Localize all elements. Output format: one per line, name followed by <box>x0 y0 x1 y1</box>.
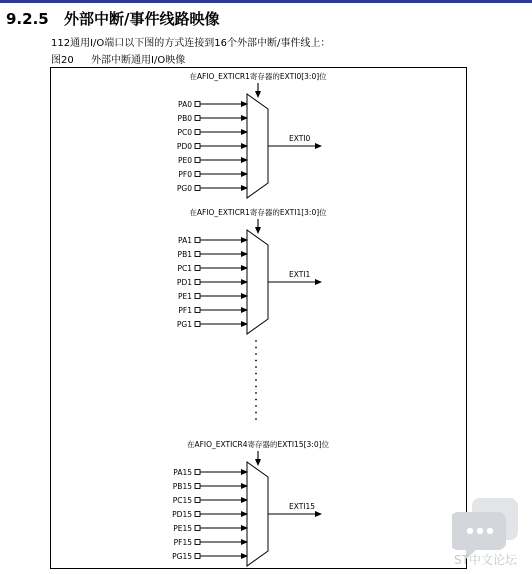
ellipsis-dot <box>255 392 257 394</box>
input-pin-box <box>195 308 200 313</box>
input-pin-label: PF0 <box>178 169 192 179</box>
input-pin-box <box>195 470 200 475</box>
input-pin-box <box>195 484 200 489</box>
input-pin-label: PE15 <box>173 523 192 533</box>
input-pin-label: PG15 <box>172 551 192 561</box>
figure-number: 图20 <box>51 55 74 66</box>
select-register-label: 在AFIO_EXTICR1寄存器的EXTI0[3:0]位 <box>189 72 327 81</box>
ellipsis-dot <box>255 360 257 362</box>
input-pin-label: PB1 <box>177 249 192 259</box>
ellipsis-dot <box>255 418 257 420</box>
input-pin-box <box>195 252 200 257</box>
output-exti-label: EXTI0 <box>289 134 311 143</box>
input-pin-box <box>195 144 200 149</box>
input-pin-label: PC1 <box>177 263 192 273</box>
input-pin-box <box>195 294 200 299</box>
figure-title: 外部中断通用I/O映像 <box>91 55 186 66</box>
ellipsis-dot <box>255 373 257 375</box>
input-pin-box <box>195 526 200 531</box>
input-pin-label: PD15 <box>172 509 192 519</box>
input-pin-box <box>195 102 200 107</box>
input-pin-label: PA0 <box>178 99 192 109</box>
intro-text: 112通用I/O端口以下图的方式连接到16个外部中断/事件线上： <box>51 38 331 49</box>
section-number: 9.2.5 <box>6 10 49 28</box>
input-pin-box <box>195 172 200 177</box>
input-pin-box <box>195 158 200 163</box>
input-pin-box <box>195 280 200 285</box>
output-exti-label: EXTI1 <box>289 270 311 279</box>
ellipsis-dot <box>255 353 257 355</box>
ellipsis-dots <box>255 340 257 420</box>
input-pin-label: PE1 <box>177 291 192 301</box>
mux-block <box>172 439 329 566</box>
input-pin-box <box>195 116 200 121</box>
input-pin-label: PG0 <box>176 183 192 193</box>
watermark-text: ST中文论坛 <box>454 553 517 567</box>
mux-trapezoid <box>247 94 268 198</box>
ellipsis-dot <box>255 340 257 342</box>
output-exti-label: EXTI15 <box>289 502 316 511</box>
input-pin-label: PC15 <box>172 495 192 505</box>
input-pin-label: PC0 <box>177 127 192 137</box>
input-pin-box <box>195 512 200 517</box>
input-pin-box <box>195 130 200 135</box>
input-pin-box <box>195 266 200 271</box>
ellipsis-dot <box>255 379 257 381</box>
input-pin-label: PE0 <box>177 155 192 165</box>
mux-block <box>177 207 327 334</box>
select-register-label: 在AFIO_EXTICR4寄存器的EXTI15[3:0]位 <box>186 440 330 449</box>
input-pin-box <box>195 322 200 327</box>
input-pin-box <box>195 554 200 559</box>
input-pin-label: PD1 <box>176 277 192 287</box>
input-pin-label: PG1 <box>176 319 192 329</box>
ellipsis-dot <box>255 399 257 401</box>
ellipsis-dot <box>255 366 257 368</box>
input-pin-box <box>195 540 200 545</box>
input-pin-box <box>195 498 200 503</box>
input-pin-label: PA1 <box>178 235 192 245</box>
section-title: 外部中断/事件线路映像 <box>64 10 220 28</box>
input-pin-label: PB0 <box>177 113 192 123</box>
mux-trapezoid <box>247 230 268 334</box>
input-pin-label: PD0 <box>176 141 192 151</box>
input-pin-box <box>195 186 200 191</box>
select-register-label: 在AFIO_EXTICR1寄存器的EXTI1[3:0]位 <box>189 208 327 217</box>
input-pin-label: PF15 <box>173 537 192 547</box>
ellipsis-dot <box>255 405 257 407</box>
ellipsis-dot <box>255 347 257 349</box>
input-pin-label: PA15 <box>173 467 192 477</box>
input-pin-box <box>195 238 200 243</box>
input-pin-label: PF1 <box>178 305 192 315</box>
ellipsis-dot <box>255 412 257 414</box>
input-pin-label: PB15 <box>172 481 192 491</box>
mux-block <box>177 71 327 198</box>
mux-trapezoid <box>247 462 268 566</box>
ellipsis-dot <box>255 386 257 388</box>
